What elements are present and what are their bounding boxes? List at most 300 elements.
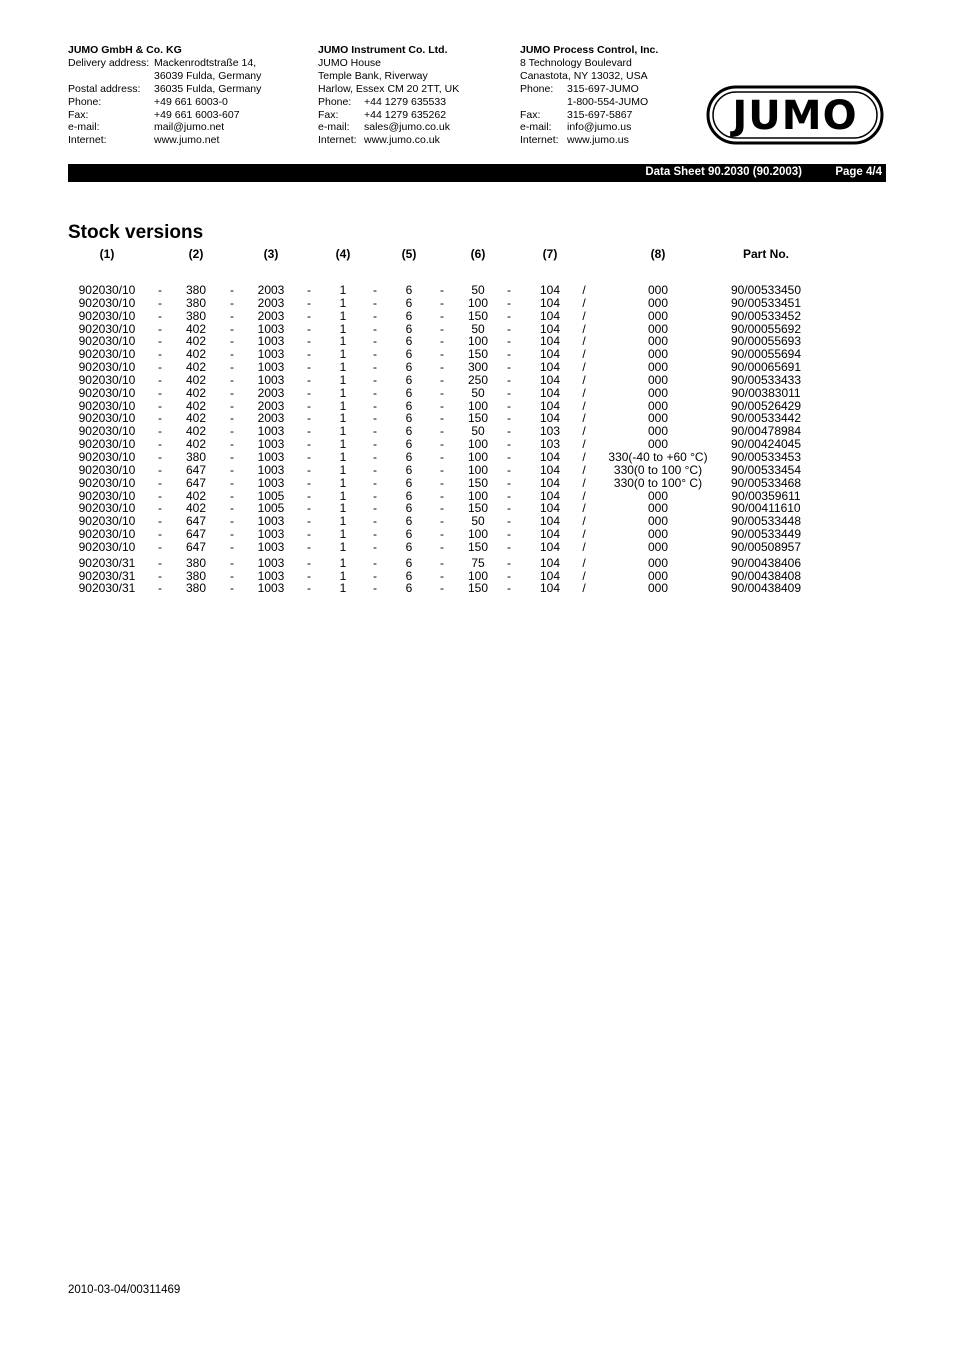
table-cell: 150 [467,308,489,323]
separator: - [373,424,377,439]
table-cell: 902030/10 [78,398,136,413]
table-cell: 402 [185,501,207,516]
separator: - [373,347,377,362]
separator: / [582,555,586,570]
table-cell: 100 [467,568,489,583]
table-cell: 402 [185,360,207,375]
table-cell: 380 [185,568,207,583]
separator: - [158,527,162,542]
table-cell: 6 [405,501,413,516]
separator: - [158,347,162,362]
company-name: JUMO Process Control, Inc. [520,44,659,56]
table-cell: 902030/10 [78,295,136,310]
separator: - [158,424,162,439]
separator: - [158,411,162,426]
separator: - [373,581,377,596]
table-cell: 1 [339,514,347,529]
separator: - [507,581,511,596]
table-cell: 1 [339,475,347,490]
company-name: JUMO GmbH & Co. KG [68,44,182,56]
table-cell: 90/00533433 [730,372,802,387]
separator: / [582,462,586,477]
table-cell: 104 [539,555,561,570]
separator: - [158,308,162,323]
table-cell: 902030/10 [78,321,136,336]
separator: - [373,539,377,554]
address-label: e-mail: [520,121,552,134]
address-value: 36039 Fulda, Germany [154,69,262,82]
address-line [318,109,459,122]
table-cell: 000 [647,527,669,542]
table-cell: 902030/10 [78,449,136,464]
table-cell: 50 [471,283,485,297]
separator: / [582,385,586,400]
separator: - [507,514,511,529]
table-cell: 1003 [257,539,285,554]
address-value: sales@jumo.co.uk [364,121,450,134]
separator: - [158,449,162,464]
table-cell: 1005 [257,501,285,516]
table-cell: 902030/10 [78,539,136,554]
table-cell: 1003 [257,437,285,452]
table-cell: 902030/31 [78,581,136,596]
separator: - [507,411,511,426]
separator: - [373,437,377,452]
address-value: Mackenrodtstraße 14, [154,56,257,69]
separator: - [507,527,511,542]
separator: - [507,488,511,503]
address-rows [318,57,459,147]
table-cell: 902030/10 [78,411,136,426]
table-cell: 000 [647,539,669,554]
table-cell: 1003 [257,462,285,477]
separator: - [440,360,444,375]
table-cell: 000 [647,283,669,297]
separator: - [373,411,377,426]
table-cell: 380 [185,581,207,596]
separator: - [230,501,234,516]
table-cell: 100 [467,334,489,349]
address-line [68,70,261,83]
separator: - [373,462,377,477]
table-cell: 104 [539,581,561,596]
address-line [68,109,261,122]
column-header: (8) [650,247,666,261]
separator: - [373,501,377,516]
table-cell: 100 [467,295,489,310]
table-cell: 402 [185,398,207,413]
separator: - [440,385,444,400]
table-cell: 104 [539,514,561,529]
address-line [520,109,658,122]
separator: - [307,437,311,452]
separator: - [440,334,444,349]
table-cell: 380 [185,283,207,297]
address-value: 315-697-JUMO [567,82,639,95]
table-cell: 6 [405,539,413,554]
separator: - [507,398,511,413]
separator: - [307,411,311,426]
address-line [520,83,658,96]
table-cell: 647 [185,462,207,477]
table-cell: 1003 [257,475,285,490]
separator: - [440,539,444,554]
page-number: Page 4/4 [835,166,882,178]
separator: - [158,462,162,477]
table-cell: 6 [405,411,413,426]
table-cell: 104 [539,347,561,362]
table-cell: 90/00359611 [731,488,801,503]
separator: - [158,555,162,570]
address-label: Fax: [318,108,339,121]
table-cell: 402 [185,437,207,452]
table-cell: 1 [339,398,347,413]
table-cell: 402 [185,334,207,349]
table-cell: 1003 [257,527,285,542]
table-cell: 000 [647,501,669,516]
table-cell: 902030/10 [78,283,136,297]
table-cell: 000 [647,321,669,336]
separator: - [158,398,162,413]
separator: - [507,321,511,336]
address-value: 315-697-5867 [567,108,633,121]
separator: - [230,334,234,349]
address-line [520,70,658,83]
table-cell: 6 [405,347,413,362]
table-cell: 1003 [257,321,285,336]
separator: - [230,514,234,529]
table-cell: 75 [471,555,485,570]
separator: - [158,321,162,336]
table-cell: 1003 [257,347,285,362]
separator: - [230,411,234,426]
table-cell: 104 [539,308,561,323]
table-cell: 104 [539,501,561,516]
address-value: +49 661 6003-0 [154,95,228,108]
separator: - [158,385,162,400]
table-cell: 902030/10 [78,475,136,490]
table-cell: 104 [539,449,561,464]
separator: - [307,347,311,362]
table-cell: 104 [539,295,561,310]
separator: - [307,539,311,554]
table-cell: 2003 [257,283,285,297]
separator: - [507,334,511,349]
table-cell: 402 [185,424,207,439]
table-cell: 000 [647,308,669,323]
table-cell: 902030/10 [78,385,136,400]
address-label: Internet: [318,134,357,147]
datasheet-label: Data Sheet 90.2030 (90.2003) [645,166,802,178]
address-line [318,121,459,134]
separator: - [373,568,377,583]
separator: - [507,475,511,490]
table-cell: 100 [467,398,489,413]
table-cell: 6 [405,462,413,477]
table-cell: 1 [339,411,347,426]
table-cell: 902030/10 [78,360,136,375]
table-cell: 90/00411610 [731,501,801,516]
table-cell: 1 [339,295,347,310]
address-line [68,96,261,109]
address-label: Internet: [68,134,107,147]
separator: / [582,411,586,426]
table-cell: 1003 [257,568,285,583]
separator: - [507,449,511,464]
column-header: (2) [188,247,204,261]
separator: - [158,488,162,503]
address-line [520,57,658,70]
table-cell: 104 [539,385,561,400]
separator: - [158,283,162,297]
table-cell: 000 [647,555,669,570]
separator: / [582,527,586,542]
table-cell: 250 [467,372,489,387]
separator: - [307,555,311,570]
separator: - [307,360,311,375]
separator: - [230,568,234,583]
table-cell: 1003 [257,514,285,529]
table-cell: 1 [339,385,347,400]
separator: - [440,488,444,503]
table-cell: 902030/10 [78,424,136,439]
address-jumo-usa [520,44,658,147]
column-header: (7) [542,247,558,261]
table-cell: 902030/31 [78,555,136,570]
table-cell: 6 [405,488,413,503]
table-cell: 50 [471,514,485,529]
separator: - [507,308,511,323]
table-cell: 50 [471,321,485,336]
table-cell: 90/00533449 [730,527,802,542]
table-cell: 000 [647,411,669,426]
separator: / [582,334,586,349]
address-label: e-mail: [68,121,100,134]
table-cell: 300 [467,360,489,375]
table-cell: 000 [647,347,669,362]
separator: - [507,501,511,516]
separator: / [582,449,586,464]
table-cell: 104 [539,283,561,297]
separator: - [230,398,234,413]
address-line [68,57,261,70]
separator: - [307,449,311,464]
table-cell: 402 [185,372,207,387]
separator: - [373,514,377,529]
separator: - [307,308,311,323]
table-cell: 1 [339,555,347,570]
table-cell: 902030/10 [78,514,136,529]
table-cell: 104 [539,527,561,542]
table-cell: 902030/10 [78,527,136,542]
table-cell: 902030/10 [78,347,136,362]
table-cell: 103 [539,424,561,439]
table-cell: 402 [185,321,207,336]
separator: - [230,449,234,464]
separator: - [230,462,234,477]
separator: - [307,488,311,503]
table-cell: 150 [467,347,489,362]
separator: / [582,347,586,362]
table-cell: 647 [185,527,207,542]
table-cell: 6 [405,475,413,490]
separator: - [507,555,511,570]
table-cell: 6 [405,295,413,310]
table-cell: 6 [405,555,413,570]
table-cell: 1 [339,539,347,554]
address-value: +44 1279 635262 [364,108,447,121]
address-label: Internet: [520,134,559,147]
table-cell: 1005 [257,488,285,503]
separator: / [582,398,586,413]
table-cell: 6 [405,334,413,349]
address-value: www.jumo.co.uk [364,134,440,147]
separator: - [307,385,311,400]
table-cell: 90/00055693 [730,334,802,349]
separator: / [582,295,586,310]
address-label: Delivery address: [68,56,150,69]
table-cell: 6 [405,449,413,464]
table-cell: 104 [539,360,561,375]
table-cell: 104 [539,334,561,349]
separator: - [307,527,311,542]
table-cell: 000 [647,581,669,596]
table-cell: 902030/10 [78,488,136,503]
table-cell: 104 [539,321,561,336]
separator: - [373,555,377,570]
column-header: (5) [401,247,417,261]
separator: - [230,437,234,452]
separator: - [440,568,444,583]
table-cell: 100 [467,527,489,542]
table-cell: 000 [647,514,669,529]
table-cell: 902030/10 [78,372,136,387]
table-cell: 100 [467,449,489,464]
header-bar [68,164,886,182]
separator: - [373,385,377,400]
separator: - [230,321,234,336]
separator: - [158,437,162,452]
table-cell: 6 [405,424,413,439]
address-value: 36035 Fulda, Germany [154,82,262,95]
separator: - [158,334,162,349]
table-cell: 6 [405,360,413,375]
table-cell: 100 [467,437,489,452]
separator: - [440,308,444,323]
table-cell: 90/00533454 [730,462,802,477]
separator: - [507,539,511,554]
table-cell: 104 [539,411,561,426]
address-line [318,83,459,96]
separator: - [307,334,311,349]
table-cell: 1 [339,347,347,362]
column-header: (6) [470,247,486,261]
address-line [68,134,261,147]
separator: / [582,321,586,336]
table-cell: 000 [647,295,669,310]
table-cell: 104 [539,568,561,583]
table-cell: 90/00065691 [730,360,802,375]
address-value: Canastota, NY 13032, USA [520,69,648,82]
table-cell: 1 [339,424,347,439]
address-value: Harlow, Essex CM 20 2TT, UK [318,82,460,95]
table-cell: 90/00533468 [730,475,802,490]
address-value: +44 1279 635533 [364,95,447,108]
table-cell: 6 [405,514,413,529]
table-cell: 90/00424045 [730,437,802,452]
separator: / [582,437,586,452]
table-cell: 104 [539,475,561,490]
table-cell: 6 [405,308,413,323]
table-cell: 2003 [257,398,285,413]
separator: - [373,334,377,349]
separator: - [373,449,377,464]
separator: - [507,385,511,400]
table-cell: 150 [467,501,489,516]
table-cell: 2003 [257,295,285,310]
separator: - [158,501,162,516]
table-cell: 380 [185,308,207,323]
separator: - [307,462,311,477]
separator: - [507,295,511,310]
table-cell: 104 [539,539,561,554]
separator: - [307,321,311,336]
address-value: mail@jumo.net [154,121,225,134]
table-cell: 1003 [257,449,285,464]
address-value: www.jumo.net [154,134,220,147]
table-cell: 90/00508957 [730,539,802,554]
table-cell: 330(0 to 100 °C) [613,462,703,477]
table-cell: 902030/10 [78,308,136,323]
table-cell: 1 [339,581,347,596]
address-value: 1-800-554-JUMO [567,95,649,108]
separator: / [582,501,586,516]
table-cell: 90/00533448 [730,514,802,529]
separator: - [230,539,234,554]
separator: - [230,555,234,570]
table-cell: 90/00055694 [730,347,802,362]
table-cell: 90/00533452 [730,308,802,323]
table-cell: 90/00533451 [730,295,802,310]
table-cell: 90/00533442 [730,411,802,426]
address-value: www.jumo.us [567,134,629,147]
address-rows [520,57,658,147]
table-cell: 90/00438409 [730,581,802,596]
address-line [68,83,261,96]
separator: / [582,372,586,387]
table-cell: 100 [467,462,489,477]
table-cell: 150 [467,411,489,426]
separator: - [440,475,444,490]
table-cell: 1003 [257,581,285,596]
separator: / [582,488,586,503]
table-cell: 1 [339,372,347,387]
table-cell: 380 [185,295,207,310]
table-cell: 1 [339,449,347,464]
separator: - [307,514,311,529]
table-cell: 150 [467,475,489,490]
separator: - [307,283,311,297]
table-cell: 902030/10 [78,462,136,477]
table-cell: 1 [339,334,347,349]
table-cell: 402 [185,347,207,362]
separator: - [507,347,511,362]
table-cell: 104 [539,488,561,503]
table-cell: 104 [539,372,561,387]
table-cell: 1003 [257,424,285,439]
column-header: (4) [335,247,351,261]
table-cell: 647 [185,539,207,554]
